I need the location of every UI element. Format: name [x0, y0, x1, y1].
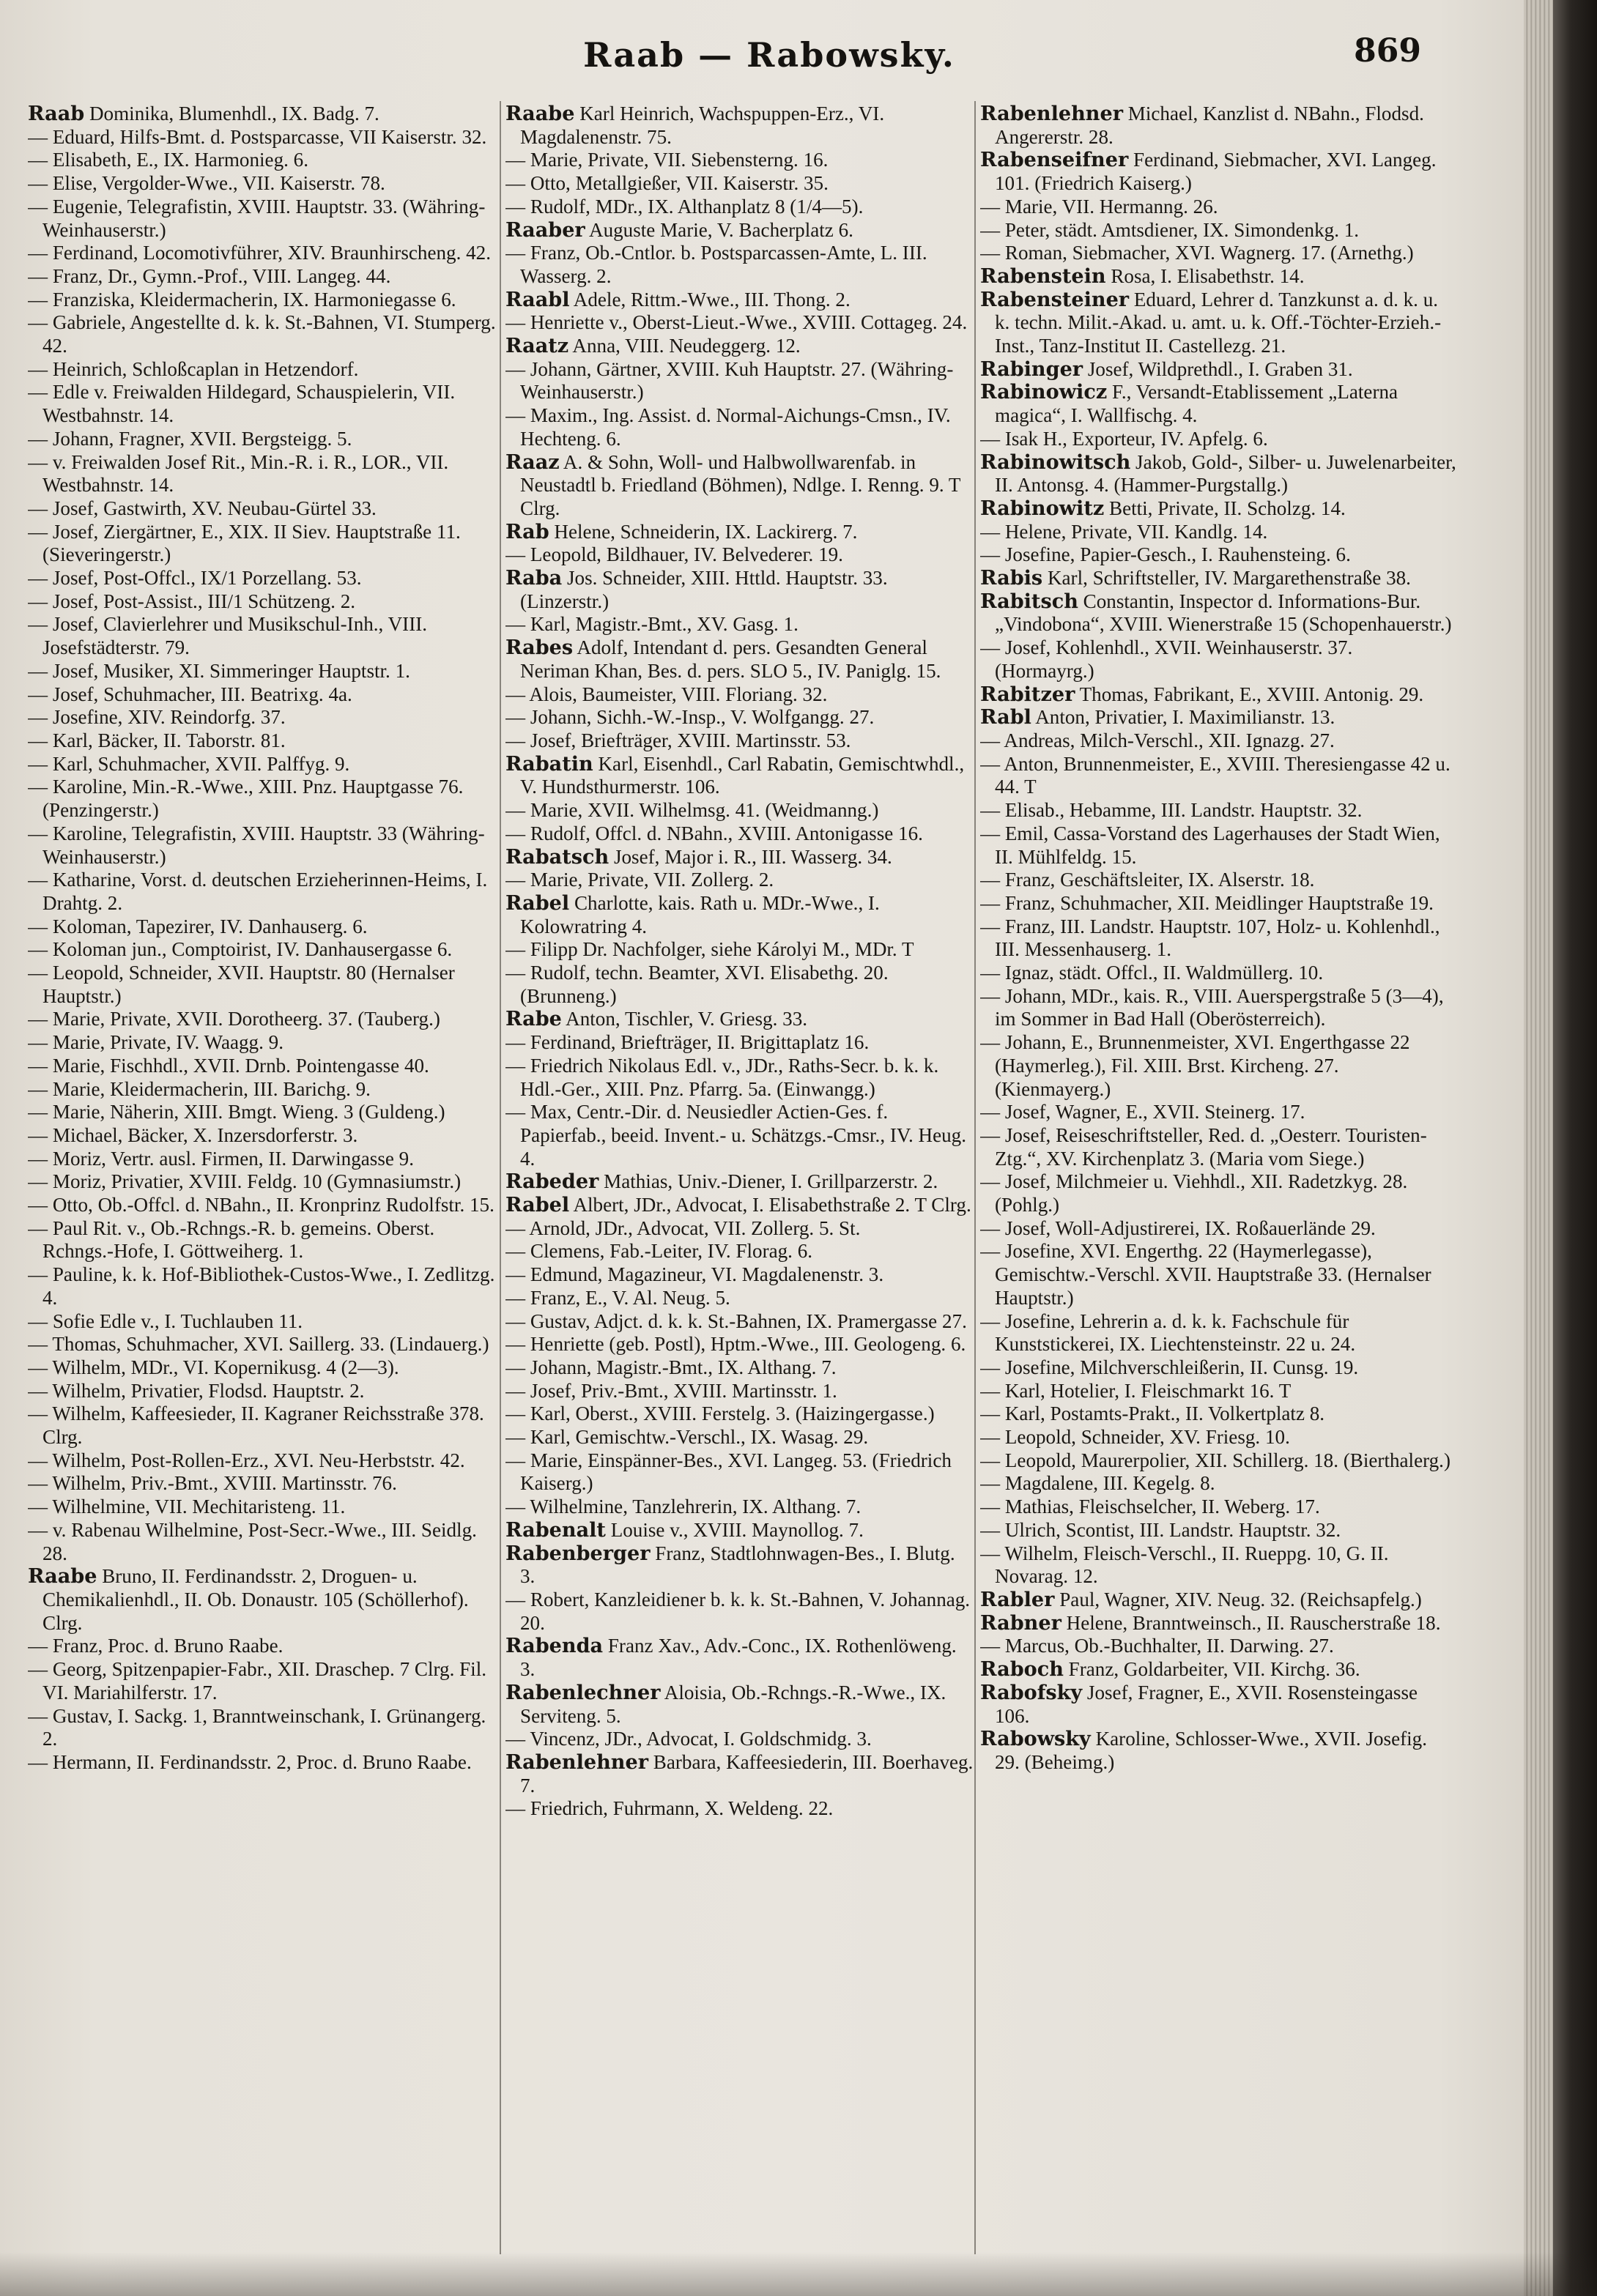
directory-entry: — Ignaz, städt. Offcl., II. Waldmüllerg. 10.	[980, 962, 1324, 984]
directory-entry: — Emil, Cassa-Vorstand des Lagerhauses der Stadt Wien, II. Mühlfeldg. 15.	[980, 822, 1440, 868]
directory-entry: — Karl, Schuhmacher, XVII. Palffyg. 9.	[28, 752, 350, 775]
directory-entry: Rabenstein Rosa, I. Elisabethstr. 14.	[980, 264, 1305, 288]
directory-entry: — Karl, Bäcker, II. Taborstr. 81.	[28, 729, 286, 751]
surname-heading: Rabenalt	[505, 1518, 606, 1542]
directory-entry: — Marie, Einspänner-Bes., XVI. Langeg. 53. (Friedrich Kaiserg.)	[505, 1449, 952, 1495]
directory-entry: — Elisabeth, E., IX. Harmonieg. 6.	[28, 149, 308, 171]
directory-entry: — Arnold, JDr., Advocat, VII. Zollerg. 5. St.	[505, 1216, 861, 1239]
directory-entry: — Josef, Schuhmacher, III. Beatrixg. 4a.	[28, 683, 352, 705]
directory-entry: — Josef, Musiker, XI. Simmeringer Hauptstr. 1.	[28, 659, 410, 682]
directory-entry: — Friedrich, Fuhrmann, X. Weldeng. 22.	[505, 1797, 834, 1820]
surname-heading: Raaber	[505, 218, 585, 242]
directory-entry: — Otto, Metallgießer, VII. Kaiserstr. 35.	[505, 172, 829, 195]
directory-entry: — Elisab., Hebamme, III. Landstr. Hauptstr. 32.	[980, 799, 1363, 822]
directory-entry: Raaz A. & Sohn, Woll- und Halbwollwarenfab. in Neustadtl b. Friedland (Böhmen), Ndlge. I. Renng. 9. T Clrg.	[505, 450, 960, 519]
directory-entry: — Karl, Gemischtw.-Verschl., IX. Wasag. 29.	[505, 1426, 869, 1449]
directory-entry: — Ferdinand, Locomotivführer, XIV. Braunhirscheng. 42.	[28, 242, 491, 264]
directory-entry: Rabinger Josef, Wildprethdl., I. Graben 31.	[980, 357, 1353, 381]
directory-entry: — Josef, Post-Assist., III/1 Schützeng. 2.	[28, 590, 356, 612]
directory-entry: Rabenalt Louise v., XVIII. Maynollog. 7.	[505, 1518, 864, 1542]
directory-entry: — Katharine, Vorst. d. deutschen Erzieherinnen-Heims, I. Drahtg. 2.	[28, 869, 488, 914]
directory-entry: — Maxim., Ing. Assist. d. Normal-Aichungs-Cmsn., IV. Hechteng. 6.	[505, 404, 951, 450]
surname-heading: Rabner	[980, 1611, 1061, 1635]
directory-entry: — Marie, Kleidermacherin, III. Barichg. 9.	[28, 1077, 371, 1100]
directory-entry: — Koloman jun., Comptoirist, IV. Danhausergasse 6.	[28, 938, 453, 961]
surname-heading: Rabel	[505, 1194, 570, 1217]
directory-entry: — v. Freiwalden Josef Rit., Min.-R. i. R., LOR., VII. Westbahnstr. 14.	[28, 450, 449, 497]
directory-entry: Rabowsky Karoline, Schlosser-Wwe., XVII. Josefig. 29. (Beheimg.)	[980, 1728, 1427, 1773]
directory-entry: Raaber Auguste Marie, V. Bacherplatz 6.	[505, 218, 853, 242]
surname-heading: Rabinowicz	[980, 381, 1108, 404]
directory-entry: — Josefine, Papier-Gesch., I. Rauhensteing. 6.	[980, 543, 1351, 566]
directory-entry: Rabeder Mathias, Univ.-Diener, I. Grillparzerstr. 2.	[505, 1170, 938, 1194]
directory-entry: — Franz, Dr., Gymn.-Prof., VIII. Langeg. 44.	[28, 264, 391, 287]
directory-entry: — Moriz, Vertr. ausl. Firmen, II. Darwingasse 9.	[28, 1147, 414, 1170]
surname-heading: Rab	[505, 520, 549, 543]
directory-entry: Rabel Albert, JDr., Advocat, I. Elisabethstraße 2. T Clrg.	[505, 1194, 971, 1217]
directory-entry: — Franz, Schuhmacher, XII. Meidlinger Hauptstraße 19.	[980, 891, 1434, 914]
directory-entry: — Hermann, II. Ferdinandsstr. 2, Proc. d. Bruno Raabe.	[28, 1750, 472, 1773]
directory-entry: — Johann, Magistr.-Bmt., IX. Althang. 7.	[505, 1356, 837, 1378]
directory-entry: Rabinowitz Betti, Private, II. Scholzg. 14.	[980, 497, 1346, 520]
surname-heading: Rabowsky	[980, 1728, 1091, 1751]
directory-entry: — Wilhelm, Priv.-Bmt., XVIII. Martinsstr. 76.	[28, 1472, 397, 1495]
directory-entry: Rabis Karl, Schriftsteller, IV. Margarethenstraße 38.	[980, 567, 1411, 590]
directory-entry: — Max, Centr.-Dir. d. Neusiedler Actien-Ges. f. Papierfab., beeid. Invent.- u. Schätzgs.-Cmsr., IV. Heug. 4.	[505, 1101, 966, 1170]
directory-entry: Rabenlehner Barbara, Kaffeesiederin, III. Boerhaveg. 7.	[505, 1750, 974, 1797]
directory-entry: — Leopold, Schneider, XVII. Hauptstr. 80 (Hernalser Hauptstr.)	[28, 962, 455, 1007]
directory-entry: — Isak H., Exporteur, IV. Apfelg. 6.	[980, 427, 1268, 450]
directory-entry: — Michael, Bäcker, X. Inzersdorferstr. 3.	[28, 1123, 358, 1146]
directory-entry: Rabner Helene, Branntweinsch., II. Rauscherstraße 18.	[980, 1611, 1441, 1635]
directory-entry: — Magdalene, III. Kegelg. 8.	[980, 1472, 1215, 1495]
directory-entry: — Leopold, Schneider, XV. Friesg. 10.	[980, 1426, 1290, 1449]
directory-entry: — Edle v. Freiwalden Hildegard, Schauspielerin, VII. Westbahnstr. 14.	[28, 381, 456, 427]
directory-entry: — Moriz, Privatier, XVIII. Feldg. 10 (Gymnasiumstr.)	[28, 1170, 462, 1193]
surname-heading: Rabenlechner	[505, 1681, 661, 1704]
directory-entry: — Marie, XVII. Wilhelmsg. 41. (Weidmanng.)	[505, 799, 879, 822]
directory-entry: — Franz, Proc. d. Bruno Raabe.	[28, 1635, 284, 1657]
directory-entry: Rabl Anton, Privatier, I. Maximilianstr. 13.	[980, 706, 1335, 729]
directory-entry: Rabenlechner Aloisia, Ob.-Rchngs.-R.-Wwe., IX. Serviteng. 5.	[505, 1681, 946, 1727]
directory-entry: — Rudolf, techn. Beamter, XVI. Elisabethg. 20. (Brunneng.)	[505, 962, 889, 1007]
surname-heading: Rabenlehner	[980, 103, 1124, 125]
directory-entry: — Heinrich, Schloßcaplan in Hetzendorf.	[28, 357, 359, 380]
directory-entry: — Eduard, Hilfs-Bmt. d. Postsparcasse, VII Kaiserstr. 32.	[28, 125, 487, 148]
directory-entry: — Sofie Edle v., I. Tuchlauben 11.	[28, 1309, 303, 1332]
directory-entry: — Thomas, Schuhmacher, XVI. Saillerg. 33. (Lindauerg.)	[28, 1333, 489, 1356]
directory-entry: — Gustav, I. Sackg. 1, Branntweinschank, I. Grünangerg. 2.	[28, 1704, 486, 1750]
directory-entry: Rabatsch Josef, Major i. R., III. Wasserg. 34.	[505, 845, 892, 869]
directory-entry: Rabe Anton, Tischler, V. Griesg. 33.	[505, 1008, 808, 1031]
directory-entry: — Josefine, Lehrerin a. d. k. k. Fachschule für Kunststickerei, IX. Liechtensteinstr. 22 u. 24.	[980, 1309, 1356, 1356]
surname-heading: Raabe	[505, 103, 575, 125]
surname-heading: Rabatsch	[505, 845, 609, 869]
surname-heading: Rabenstein	[980, 264, 1106, 288]
directory-entry: Raab Dominika, Blumenhdl., IX. Badg. 7.	[28, 103, 379, 125]
directory-entry: — Koloman, Tapezirer, IV. Danhauserg. 6.	[28, 915, 368, 937]
directory-entry: — Clemens, Fab.-Leiter, IV. Florag. 6.	[505, 1240, 813, 1263]
directory-entry: — Karl, Hotelier, I. Fleischmarkt 16. T	[980, 1379, 1292, 1402]
directory-entry: — Johann, Sichh.-W.-Insp., V. Wolfgangg. 27.	[505, 706, 875, 729]
directory-entry: — Josefine, XVI. Engerthg. 22 (Haymerlegasse), Gemischtw.-Verschl. XVII. Hauptstraße 33. (Hernalser Hauptstr.)	[980, 1240, 1431, 1309]
directory-entry: — Wilhelm, Fleisch-Verschl., II. Rueppg. 10, G. II. Novarag. 12.	[980, 1542, 1389, 1588]
directory-entry: — Elise, Vergolder-Wwe., VII. Kaiserstr. 78.	[28, 172, 385, 195]
directory-entry: — Eugenie, Telegrafistin, XVIII. Hauptstr. 33. (Währing-Weinhauserstr.)	[28, 195, 486, 241]
running-title: Raab — Rabowsky.	[583, 35, 955, 75]
surname-heading: Rabinowitsch	[980, 450, 1131, 474]
surname-heading: Rabel	[505, 891, 570, 915]
surname-heading: Rabler	[980, 1589, 1055, 1611]
directory-entry: — Otto, Ob.-Offcl. d. NBahn., II. Kronprinz Rudolfstr. 15.	[28, 1194, 494, 1216]
directory-entry: — Franz, Ob.-Cntlor. b. Postsparcassen-Amte, L. III. Wasserg. 2.	[505, 242, 927, 287]
directory-entry: Raboch Franz, Goldarbeiter, VII. Kirchg. 36.	[980, 1658, 1360, 1682]
column-rule	[500, 101, 501, 2254]
directory-column-2	[505, 103, 974, 2256]
directory-entry: — Andreas, Milch-Verschl., XII. Ignazg. 27.	[980, 729, 1335, 751]
directory-entry: — Gabriele, Angestellte d. k. k. St.-Bahnen, VI. Stumperg. 42.	[28, 311, 496, 357]
directory-entry: Raatz Anna, VIII. Neudeggerg. 12.	[505, 335, 801, 358]
directory-entry: — Paul Rit. v., Ob.-Rchngs.-R. b. gemeins. Oberst. Rchngs.-Hofe, I. Göttweiherg. 1.	[28, 1216, 435, 1263]
directory-entry: — Gustav, Adjct. d. k. k. St.-Bahnen, IX. Pramergasse 27.	[505, 1309, 967, 1332]
directory-entry: — Karoline, Telegrafistin, XVIII. Hauptstr. 33 (Währing-Weinhauserstr.)	[28, 822, 485, 868]
directory-entry: — Wilhelm, MDr., VI. Kopernikusg. 4 (2—3).	[28, 1356, 399, 1378]
surname-heading: Rabatin	[505, 752, 593, 776]
directory-entry: — Johann, MDr., kais. R., VIII. Auerspergstraße 5 (3—4), im Sommer in Bad Hall (Oberösterreich).	[980, 984, 1444, 1030]
directory-entry: — v. Rabenau Wilhelmine, Post-Secr.-Wwe., III. Seidlg. 28.	[28, 1518, 477, 1564]
surname-heading: Rabitzer	[980, 683, 1075, 706]
surname-heading: Rabenda	[505, 1635, 604, 1658]
directory-entry: — Helene, Private, VII. Kandlg. 14.	[980, 520, 1268, 543]
directory-entry: — Filipp Dr. Nachfolger, siehe Károlyi M., MDr. T	[505, 938, 914, 961]
directory-entry: — Friedrich Nikolaus Edl. v., JDr., Raths-Secr. b. k. k. Hdl.-Ger., XIII. Pnz. Pfarrg. 5a. (Einwangg.)	[505, 1054, 939, 1100]
bottom-shadow	[0, 2252, 1597, 2296]
directory-entry: — Wilhelm, Kaffeesieder, II. Kagraner Reichsstraße 378. Clrg.	[28, 1403, 484, 1449]
directory-entry: — Pauline, k. k. Hof-Bibliothek-Custos-Wwe., I. Zedlitzg. 4.	[28, 1263, 495, 1309]
directory-entry: — Marie, Private, XVII. Dorotheerg. 37. (Tauberg.)	[28, 1008, 440, 1030]
directory-entry: — Vincenz, JDr., Advocat, I. Goldschmidg. 3.	[505, 1728, 872, 1750]
directory-entry: — Franz, III. Landstr. Hauptstr. 107, Holz- u. Kohlenhdl., III. Messenhauserg. 1.	[980, 915, 1440, 961]
directory-entry: — Ferdinand, Briefträger, II. Brigittaplatz 16.	[505, 1031, 870, 1054]
directory-entry: Rabenlehner Michael, Kanzlist d. NBahn., Flodsd. Angererstr. 28.	[980, 103, 1424, 148]
directory-entry: Rab Helene, Schneiderin, IX. Lackirerg. 7.	[505, 520, 858, 543]
directory-entry: Rabensteiner Eduard, Lehrer d. Tanzkunst a. d. k. u. k. techn. Milit.-Akad. u. amt. u. k. Off.-Töchter-Erzieh.-Inst., Tanz-Institut II. Castellezg. 21.	[980, 288, 1442, 357]
directory-entry: Rabes Adolf, Intendant d. pers. Gesandten General Neriman Khan, Bes. d. pers. SLO 5., IV. Paniglg. 15.	[505, 636, 941, 682]
directory-entry: — Karoline, Min.-R.-Wwe., XIII. Pnz. Hauptgasse 76. (Penzingerstr.)	[28, 776, 464, 822]
surname-heading: Rabensteiner	[980, 288, 1130, 311]
directory-entry: Rabenda Franz Xav., Adv.-Conc., IX. Rothenlöweng. 3.	[505, 1635, 957, 1681]
directory-entry: — Josef, Wagner, E., XVII. Steinerg. 17.	[980, 1101, 1305, 1123]
directory-entry: — Henriette (geb. Postl), Hptm.-Wwe., III. Geologeng. 6.	[505, 1333, 966, 1356]
directory-entry: — Marie, Näherin, XIII. Bmgt. Wieng. 3 (Guldeng.)	[28, 1101, 445, 1123]
directory-entry: — Josef, Reiseschriftsteller, Red. d. „Oesterr. Touristen-Ztg.“, XV. Kirchenplatz 3. (Maria vom Siege.)	[980, 1123, 1427, 1170]
surname-heading: Rabinger	[980, 357, 1083, 381]
directory-entry: — Wilhelmine, VII. Mechitaristeng. 11.	[28, 1496, 346, 1518]
directory-entry: — Marie, Private, IV. Waagg. 9.	[28, 1031, 284, 1054]
page-number: 869	[1354, 32, 1421, 70]
directory-entry: Raabe Bruno, II. Ferdinandsstr. 2, Droguen- u. Chemikalienhdl., II. Ob. Donaustr. 105 (Schöllerhof). Clrg.	[28, 1565, 469, 1634]
directory-entry: Rabitsch Constantin, Inspector d. Informations-Bur. „Vindobona“, XVIII. Wienerstraße 15 (Schopenhauerstr.)	[980, 590, 1452, 636]
directory-entry: — Franz, E., V. Al. Neug. 5.	[505, 1286, 730, 1309]
surname-heading: Raba	[505, 567, 563, 590]
directory-column-3	[980, 103, 1456, 2256]
directory-entry: — Wilhelm, Post-Rollen-Erz., XVI. Neu-Herbststr. 42.	[28, 1449, 465, 1471]
directory-entry: — Ulrich, Scontist, III. Landstr. Hauptstr. 32.	[980, 1518, 1341, 1541]
directory-entry: — Franz, Geschäftsleiter, IX. Alserstr. 18.	[980, 869, 1315, 891]
page-header	[29, 29, 1509, 88]
surname-heading: Rabinowitz	[980, 497, 1105, 520]
surname-heading: Rabes	[505, 636, 574, 660]
directory-entry: — Marie, Fischhdl., XVII. Drnb. Pointengasse 40.	[28, 1054, 429, 1077]
directory-entry: — Karl, Magistr.-Bmt., XV. Gasg. 1.	[505, 613, 798, 636]
directory-entry: — Josef, Kohlenhdl., XVII. Weinhauserstr. 37. (Hormayrg.)	[980, 636, 1353, 682]
directory-entry: — Roman, Siebmacher, XVI. Wagnerg. 17. (Arnethg.)	[980, 242, 1414, 264]
page-edges	[1524, 0, 1553, 2296]
directory-entry: — Rudolf, MDr., IX. Althanplatz 8 (1/4—5).	[505, 195, 864, 218]
directory-entry: — Marcus, Ob.-Buchhalter, II. Darwing. 27.	[980, 1635, 1334, 1657]
surname-heading: Raab	[28, 103, 85, 125]
directory-entry: — Marie, Private, VII. Siebensterng. 16.	[505, 149, 829, 171]
surname-heading: Rabe	[505, 1008, 562, 1031]
directory-entry: — Josef, Post-Offcl., IX/1 Porzellang. 53.	[28, 567, 362, 590]
directory-entry: — Josef, Clavierlehrer und Musikschul-Inh., VIII. Josefstädterstr. 79.	[28, 613, 428, 659]
surname-heading: Rabl	[980, 706, 1031, 729]
column-rule	[974, 101, 976, 2254]
directory-entry: Rabel Charlotte, kais. Rath u. MDr.-Wwe., I. Kolowratring 4.	[505, 891, 880, 937]
directory-entry: — Edmund, Magazineur, VI. Magdalenenstr. 3.	[505, 1263, 884, 1286]
surname-heading: Raaz	[505, 450, 560, 474]
directory-entry: — Marie, VII. Hermanng. 26.	[980, 195, 1218, 218]
directory-entry: Rabenberger Franz, Stadtlohnwagen-Bes., I. Blutg. 3.	[505, 1542, 955, 1588]
surname-heading: Raboch	[980, 1658, 1064, 1682]
directory-entry: — Wilhelm, Privatier, Flodsd. Hauptstr. 2.	[28, 1379, 365, 1402]
directory-entry: — Wilhelmine, Tanzlehrerin, IX. Althang. 7.	[505, 1496, 862, 1518]
directory-entry: — Johann, E., Brunnenmeister, XVI. Engerthgasse 22 (Haymerleg.), Fil. XIII. Brst. Kircheng. 27. (Kienmayerg.)	[980, 1031, 1410, 1100]
directory-entry: — Karl, Oberst., XVIII. Ferstelg. 3. (Haizingergasse.)	[505, 1403, 935, 1425]
directory-entry: Rabinowitsch Jakob, Gold-, Silber- u. Juwelenarbeiter, II. Antonsg. 4. (Hammer-Purgstallg.)	[980, 450, 1456, 497]
surname-heading: Rabenlehner	[505, 1750, 649, 1774]
directory-entry: — Leopold, Maurerpolier, XII. Schillerg. 18. (Bierthalerg.)	[980, 1449, 1450, 1471]
directory-entry: — Josef, Woll-Adjustirerei, IX. Roßauerlände 29.	[980, 1216, 1376, 1239]
directory-entry: — Franziska, Kleidermacherin, IX. Harmoniegasse 6.	[28, 288, 456, 311]
directory-entry: — Johann, Gärtner, XVIII. Kuh Hauptstr. 27. (Währing-Weinhauserstr.)	[505, 357, 954, 404]
directory-entry: — Peter, städt. Amtsdiener, IX. Simondenkg. 1.	[980, 218, 1360, 241]
surname-heading: Raabl	[505, 288, 570, 311]
directory-entry: Rabofsky Josef, Fragner, E., XVII. Rosensteingasse 106.	[980, 1681, 1418, 1727]
directory-entry: — Josef, Ziergärtner, E., XIX. II Siev. Hauptstraße 11. (Sieveringerstr.)	[28, 520, 461, 566]
directory-entry: — Robert, Kanzleidiener b. k. k. St.-Bahnen, V. Johannag. 20.	[505, 1589, 971, 1634]
directory-entry: — Josef, Milchmeier u. Viehhdl., XII. Radetzkyg. 28. (Pohlg.)	[980, 1170, 1408, 1216]
directory-entry: — Josef, Gastwirth, XV. Neubau-Gürtel 33.	[28, 497, 377, 519]
surname-heading: Raabe	[28, 1565, 97, 1589]
surname-heading: Raatz	[505, 335, 569, 358]
directory-entry: — Alois, Baumeister, VIII. Floriang. 32.	[505, 683, 828, 705]
directory-entry: — Josef, Briefträger, XVIII. Martinsstr. 53.	[505, 729, 851, 751]
book-spine	[1553, 0, 1597, 2296]
directory-entry: — Henriette v., Oberst-Lieut.-Wwe., XVIII. Cottageg. 24.	[505, 311, 968, 334]
surname-heading: Rabis	[980, 567, 1043, 590]
directory-entry: — Karl, Postamts-Prakt., II. Volkertplatz 8.	[980, 1403, 1325, 1425]
directory-entry: Raabe Karl Heinrich, Wachspuppen-Erz., VI. Magdalenenstr. 75.	[505, 103, 885, 148]
directory-entry: Rabler Paul, Wagner, XIV. Neug. 32. (Reichsapfelg.)	[980, 1589, 1422, 1611]
surname-heading: Rabenseifner	[980, 149, 1129, 172]
surname-heading: Rabofsky	[980, 1681, 1083, 1704]
directory-entry: — Georg, Spitzenpapier-Fabr., XII. Draschep. 7 Clrg. Fil. VI. Mariahilferstr. 17.	[28, 1658, 487, 1704]
directory-entry: Rabenseifner Ferdinand, Siebmacher, XVI. Langeg. 101. (Friedrich Kaiserg.)	[980, 149, 1437, 195]
surname-heading: Rabitsch	[980, 590, 1078, 613]
directory-entry: — Johann, Fragner, XVII. Bergsteigg. 5.	[28, 427, 352, 450]
directory-entry: — Marie, Private, VII. Zollerg. 2.	[505, 869, 774, 891]
directory-entry: — Mathias, Fleischselcher, II. Weberg. 17.	[980, 1496, 1320, 1518]
directory-column-1	[28, 103, 497, 2256]
directory-entry: — Josefine, XIV. Reindorfg. 37.	[28, 706, 286, 729]
directory-entry: — Leopold, Bildhauer, IV. Belvederег. 19.	[505, 543, 843, 566]
directory-entry: — Rudolf, Offcl. d. NBahn., XVIII. Antonigasse 16.	[505, 822, 923, 844]
directory-entry: — Josefine, Milchverschleißerin, II. Cunsg. 19.	[980, 1356, 1359, 1378]
directory-entry: Rabinowicz F., Versandt-Etablissement „Laterna magica“, I. Wallfischg. 4.	[980, 381, 1398, 427]
surname-heading: Rabenberger	[505, 1542, 651, 1565]
directory-entry: Raabl Adele, Rittm.-Wwe., III. Thong. 2.	[505, 288, 851, 311]
surname-heading: Rabeder	[505, 1170, 599, 1194]
directory-entry: — Josef, Priv.-Bmt., XVIII. Martinsstr. 1.	[505, 1379, 837, 1402]
directory-entry: Rabitzer Thomas, Fabrikant, E., XVIII. Antonig. 29.	[980, 683, 1424, 706]
directory-entry: Rabatin Karl, Eisenhdl., Carl Rabatin, Gemischtwhdl., V. Hundsthurmerstr. 106.	[505, 752, 965, 798]
directory-entry: — Anton, Brunnenmeister, E., XVIII. Theresiengasse 42 u. 44. T	[980, 752, 1450, 798]
directory-entry: Raba Jos. Schneider, XIII. Httld. Hauptstr. 33. (Linzerstr.)	[505, 567, 888, 612]
